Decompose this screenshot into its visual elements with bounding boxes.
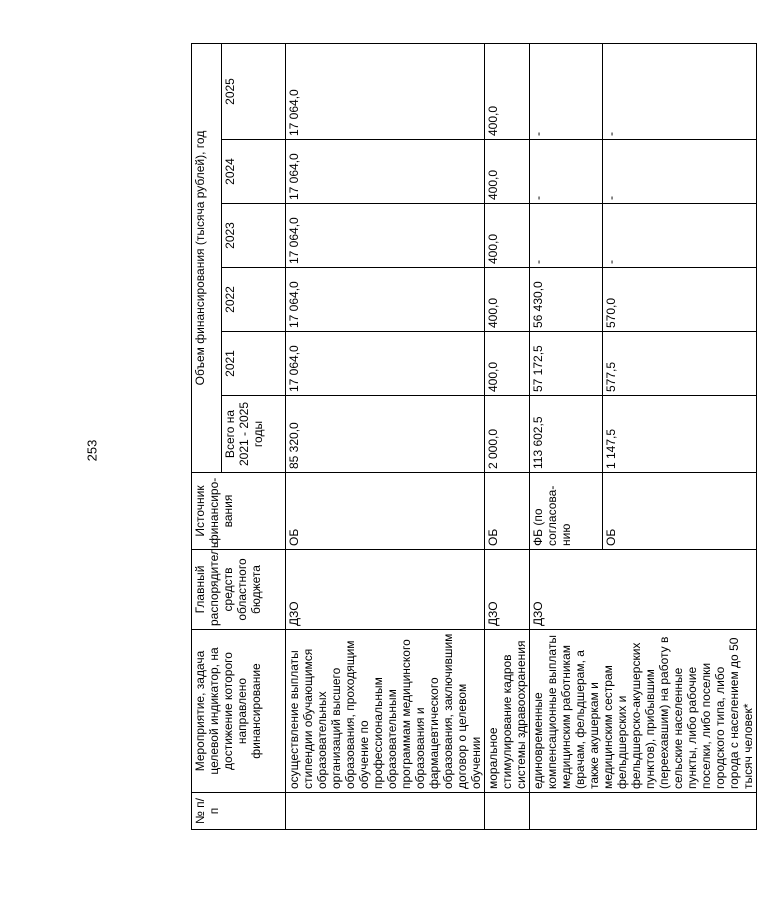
row-2025: 17 064,0 xyxy=(286,44,485,140)
row-2022: 570,0 xyxy=(602,268,756,332)
row-2024: - xyxy=(602,140,756,204)
row-2023: - xyxy=(530,204,603,268)
header-year-2021: 2021 xyxy=(222,332,286,396)
row-2024: - xyxy=(530,140,603,204)
header-manager: Главный распорядитель средств областного бюджета xyxy=(192,550,286,630)
row-total: 1 147,5 xyxy=(602,396,756,473)
row-num xyxy=(530,793,757,830)
row-activity: моральное стимулирование кадров системы здравоохранения xyxy=(485,630,530,793)
rotated-table-sheet xyxy=(191,44,755,830)
row-manager: ДЗО xyxy=(485,550,530,630)
row-source: ОБ xyxy=(286,473,485,550)
row-manager: ДЗО xyxy=(530,550,757,630)
row-2021: 400,0 xyxy=(485,332,530,396)
row-source: ОБ xyxy=(485,473,530,550)
row-2021: 57 172,5 xyxy=(530,332,603,396)
header-year-2025: 2025 xyxy=(222,44,286,140)
header-total: Всего на 2021 - 2025 годы xyxy=(222,396,286,473)
row-source: ОБ xyxy=(602,473,756,550)
header-source: Источник финансиро-вания xyxy=(192,473,286,550)
row-2025: 400,0 xyxy=(485,44,530,140)
row-2022: 400,0 xyxy=(485,268,530,332)
row-2022: 56 430,0 xyxy=(530,268,603,332)
row-2024: 400,0 xyxy=(485,140,530,204)
page-number: 253 xyxy=(84,439,100,462)
row-num xyxy=(485,793,530,830)
header-volume-group: Объем финансирования (тысяча рублей), год xyxy=(192,44,222,473)
row-total: 113 602,5 xyxy=(530,396,603,473)
header-activity: Мероприятие, задача целевой индикатор, на достижение которого направлено финансирование xyxy=(192,630,286,793)
row-2021: 17 064,0 xyxy=(286,332,485,396)
row-2025: - xyxy=(530,44,603,140)
row-2023: 400,0 xyxy=(485,204,530,268)
row-manager: ДЗО xyxy=(286,550,485,630)
row-activity: единовременные компенсационные выплаты медицинским работникам (врачам, фельдшерам, а также акушеркам и медицинским сестрам фельдшерских и фельдшерско-акушерских пунктов), прибывшим (переехавшим) на работу в сельские населенные пункты, либо рабочие поселки, либо поселки городского типа, либо города с населением до 50 тысяч человек* xyxy=(530,630,757,793)
row-2023: - xyxy=(602,204,756,268)
row-num xyxy=(286,793,485,830)
table-row xyxy=(530,44,603,830)
row-activity: осуществление выплаты стипендии обучающимся образовательных организаций высшего образования, проходящим обучение по профессиональным образовательным программам медицинского образования и фармацевтического образования, заключившим договор о целевом обучении xyxy=(286,630,485,793)
row-2025: - xyxy=(602,44,756,140)
row-source: ФБ (по согласова-нию xyxy=(530,473,603,550)
row-total: 2 000,0 xyxy=(485,396,530,473)
row-2024: 17 064,0 xyxy=(286,140,485,204)
row-total: 85 320,0 xyxy=(286,396,485,473)
financing-table xyxy=(191,43,757,830)
header-year-2022: 2022 xyxy=(222,268,286,332)
header-year-2023: 2023 xyxy=(222,204,286,268)
header-num: № п/п xyxy=(192,793,286,830)
row-2021: 577,5 xyxy=(602,332,756,396)
row-2023: 17 064,0 xyxy=(286,204,485,268)
table-row xyxy=(286,44,485,830)
table-row xyxy=(485,44,530,830)
header-year-2024: 2024 xyxy=(222,140,286,204)
row-2022: 17 064,0 xyxy=(286,268,485,332)
